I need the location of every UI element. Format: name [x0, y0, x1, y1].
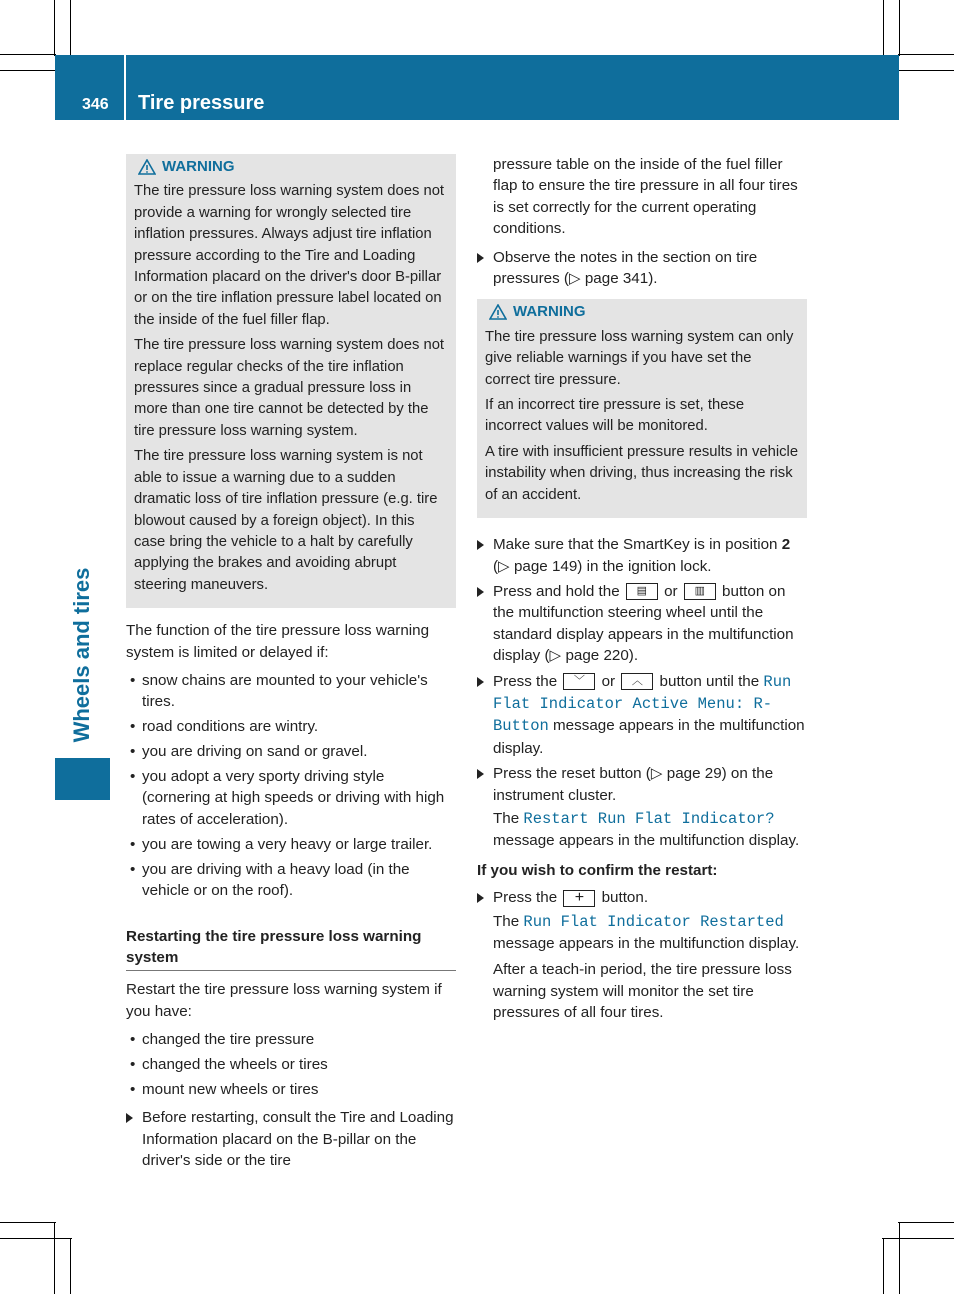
step-arrow-icon: [126, 1113, 133, 1123]
warning-box: [477, 299, 807, 518]
list-item: • road conditions are wintry.: [126, 716, 456, 737]
step-list: [126, 1107, 456, 1171]
crop-mark: [898, 54, 954, 55]
crop-mark: [883, 1238, 884, 1294]
warning-label: WARNING: [162, 158, 235, 175]
warning-paragraph: If an incorrect tire pressure is set, these incorrect values will be monitored.: [485, 397, 745, 435]
step-text: (▷ page 149) in the ignition lock.: [493, 557, 712, 575]
step-result: [493, 911, 807, 955]
step-item: [126, 1107, 456, 1171]
step-text: or: [659, 582, 682, 600]
key-position: 2: [781, 536, 791, 554]
crop-mark: [0, 70, 56, 71]
step-list: [477, 247, 807, 290]
crop-mark: [0, 1222, 56, 1223]
step-text: The: [493, 809, 524, 827]
display-message: Run Flat Indicator Restarted: [523, 912, 784, 931]
step-text: button.: [597, 889, 649, 907]
list-item: • changed the wheels or tires: [126, 1054, 456, 1075]
teach-in-note: After a teach-in period, the tire pressure loss warning system will monitor the set tire pressures of all four tires.: [493, 961, 792, 1022]
list-item: • you are driving with a heavy load (in the vehicle or on the roof).: [126, 859, 456, 902]
step-text: or: [597, 672, 620, 690]
crop-mark: [883, 0, 884, 56]
step-item: [477, 534, 807, 577]
list-item: • you are towing a very heavy or large trailer.: [126, 834, 456, 855]
warning-box: [126, 154, 456, 608]
step-text: Before restarting, consult the Tire and Loading Information placard on the B-pillar on the driver's side or the tire: [142, 1109, 454, 1170]
left-display-button-icon: ▤: [626, 583, 658, 600]
step-item: [477, 581, 807, 667]
crop-mark: [882, 1238, 954, 1239]
down-arrow-button-icon: ﹀: [563, 673, 595, 690]
plus-button-icon: +: [563, 890, 595, 907]
limits-list: [126, 670, 456, 902]
step-text: message appears in the multifunction display.: [493, 935, 800, 952]
step-text: Press the: [493, 889, 562, 907]
warning-heading: [134, 156, 448, 177]
step-arrow-icon: [477, 587, 484, 597]
chapter-side-tab: [55, 758, 110, 800]
limits-intro: The function of the tire pressure loss warning system is limited or delayed if:: [126, 622, 430, 661]
step-text: Press and hold the: [493, 582, 624, 600]
step-result: [493, 808, 807, 852]
step-text: button until the: [655, 672, 764, 690]
confirm-heading: If you wish to confirm the restart:: [477, 861, 718, 879]
list-item: • mount new wheels or tires: [126, 1079, 456, 1100]
warning-label: WARNING: [513, 303, 586, 321]
section-title: Restarting the tire pressure loss warning system: [126, 926, 456, 972]
warning-paragraph: The tire pressure loss warning system can only give reliable warnings if you have set the correct tire pressure.: [485, 328, 794, 388]
crop-mark: [898, 1222, 954, 1223]
right-column: [477, 154, 807, 1031]
step-text: Press the: [493, 672, 562, 690]
step-list: [477, 534, 807, 852]
step-arrow-icon: [477, 769, 484, 779]
step-text: message appears in the multifunction display.: [493, 717, 805, 757]
warning-triangle-icon: [138, 159, 156, 175]
warning-heading: [485, 301, 799, 322]
crop-mark: [898, 70, 954, 71]
step-item: [477, 763, 807, 852]
list-item: • you are driving on sand or gravel.: [126, 741, 456, 762]
step-arrow-icon: [477, 677, 484, 687]
list-item: • snow chains are mounted to your vehicle's tires.: [126, 670, 456, 713]
header-divider: [124, 55, 126, 120]
step-item: [477, 887, 807, 1023]
list-item: • changed the tire pressure: [126, 1029, 456, 1050]
warning-paragraph: The tire pressure loss warning system is not able to issue a warning due to a sudden dramatic loss of tire inflation pressure (e.g. tire blowout caused by a foreign object). In this case bring the vehicle to a halt by carefully applying the brakes and avoiding abrupt steering maneuvers.: [134, 448, 438, 593]
crop-mark: [70, 0, 71, 56]
chapter-side-label: Wheels and tires: [69, 567, 94, 743]
restart-list: [126, 1029, 456, 1100]
step-list: [477, 887, 807, 1023]
step-text: Press the reset button (▷ page 29) on the instrument cluster.: [493, 765, 774, 804]
crop-mark: [0, 1238, 72, 1239]
crop-mark: [899, 1222, 900, 1294]
warning-paragraph: The tire pressure loss warning system does not provide a warning for wrongly selected tire inflation pressures. Always adjust tire inflation pressure according to the Tire and Loading Information placard on the driver's door B-pillar or on the tire inflation pressure label located on the inside of the fuel filler flap.: [134, 183, 445, 328]
up-arrow-button-icon: ︿: [621, 673, 653, 690]
step-arrow-icon: [477, 893, 484, 903]
crop-mark: [0, 54, 56, 55]
step-text: The: [493, 912, 524, 930]
warning-paragraph: A tire with insufficient pressure results in vehicle instability when driving, thus increasing the risk of an accident.: [485, 443, 799, 503]
warning-paragraph: The tire pressure loss warning system does not replace regular checks of the tire inflation pressures since a gradual pressure loss in more than one tire cannot be detected by the tire pressure loss warning system.: [134, 337, 445, 439]
display-message: Restart Run Flat Indicator?: [523, 809, 775, 828]
step-item: [477, 247, 807, 290]
step-text: Make sure that the SmartKey is in position: [493, 536, 782, 554]
list-item: • you adopt a very sporty driving style (cornering at high speeds or driving with high rates of acceleration).: [126, 766, 456, 830]
step-item: [477, 671, 807, 760]
page-title: Tire pressure: [138, 92, 265, 114]
warning-triangle-icon: [489, 304, 507, 320]
crop-mark: [899, 0, 900, 56]
right-display-button-icon: ▥: [684, 583, 716, 600]
restart-intro: Restart the tire pressure loss warning system if you have:: [126, 981, 442, 1020]
continued-text: pressure table on the inside of the fuel filler flap to ensure the tire pressure in all four tires is set correctly for the current operating conditions.: [493, 156, 798, 238]
crop-mark: [54, 0, 55, 56]
step-text: button on the multifunction steering wheel until the standard display appears in the multifunction display (▷ page 220).: [493, 582, 794, 665]
display-message: Run Flat Indicator Active Menu: R-Button: [493, 672, 792, 736]
left-column: [126, 154, 456, 1179]
step-arrow-icon: [477, 253, 484, 263]
crop-mark: [70, 1238, 71, 1294]
step-text: Observe the notes in the section on tire pressures (▷ page 341).: [493, 248, 758, 288]
step-arrow-icon: [477, 540, 484, 550]
crop-mark: [54, 1222, 55, 1294]
step-text: message appears in the multifunction display.: [493, 832, 800, 850]
page-number: 346: [82, 96, 109, 113]
